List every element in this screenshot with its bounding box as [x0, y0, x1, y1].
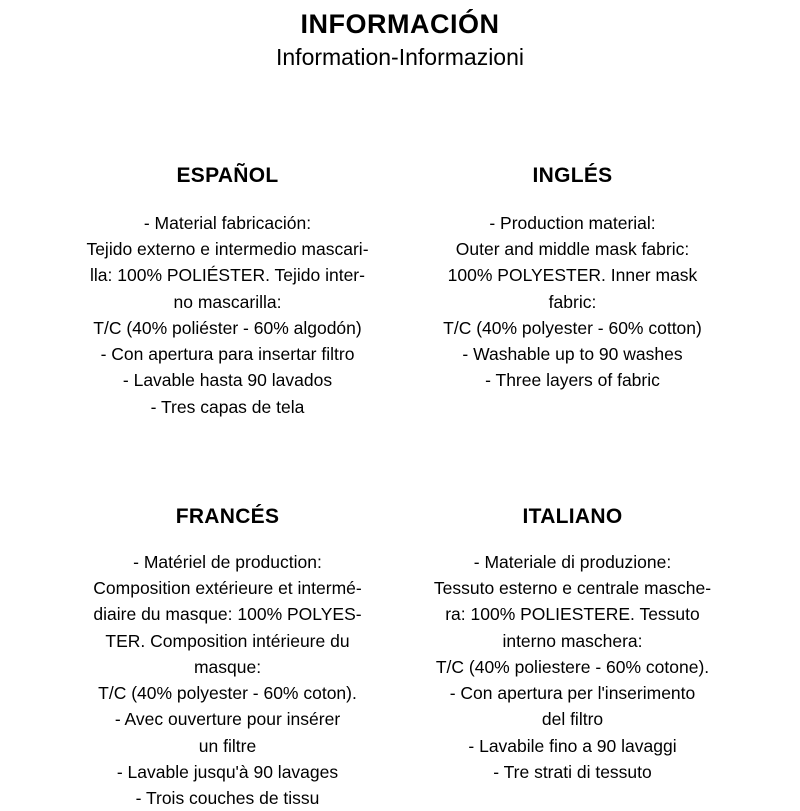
text-line: un filtre: [198, 735, 257, 756]
section-italiano: [400, 505, 745, 811]
text-line: - Three layers of fabric: [485, 370, 660, 391]
section-espanol: [55, 164, 400, 420]
page-title: INFORMACIÓN: [300, 9, 500, 39]
text-line: masque:: [193, 656, 262, 677]
text-line: - Material fabricación:: [143, 212, 312, 233]
text-line: Tessuto esterno e centrale masche-: [433, 578, 712, 599]
section-body-italiano: [416, 549, 729, 785]
text-line: 100% POLYESTER. Inner mask: [447, 265, 698, 286]
page-subtitle: Information-Informazioni: [276, 44, 524, 71]
text-line: - Trois couches de tissu: [135, 788, 320, 809]
text-line: lla: 100% POLIÉSTER. Tejido inter-: [90, 265, 365, 286]
text-line: - Matériel de production:: [133, 551, 322, 572]
section-heading-frances: FRANCÉS: [175, 504, 280, 528]
text-line: T/C (40% polyester - 60% coton).: [98, 683, 357, 704]
text-line: - Con apertura para insertar filtro: [100, 344, 355, 365]
text-line: ra: 100% POLIESTERE. Tessuto: [445, 604, 700, 625]
section-heading-ingles: INGLÉS: [532, 163, 613, 187]
section-ingles: [400, 164, 745, 420]
text-line: - Production material:: [489, 212, 656, 233]
text-line: - Avec ouverture pour insérer: [114, 709, 341, 730]
section-frances: [55, 505, 400, 811]
text-line: - Washable up to 90 washes: [462, 344, 683, 365]
text-line: - Lavable hasta 90 lavados: [122, 370, 333, 391]
text-line: - Tre strati di tessuto: [493, 761, 652, 782]
language-row-bottom: [0, 505, 800, 811]
text-line: diaire du masque: 100% POLYES-: [93, 604, 362, 625]
page-header: [0, 0, 800, 72]
section-body-espanol: [71, 210, 384, 420]
text-line: del filtro: [541, 709, 604, 730]
text-line: Composition extérieure et intermé-: [93, 578, 362, 599]
section-heading-italiano: ITALIANO: [522, 504, 623, 528]
language-row-top: [0, 164, 800, 420]
text-line: - Materiale di produzione:: [473, 551, 672, 572]
text-line: Outer and middle mask fabric:: [455, 239, 690, 260]
text-line: T/C (40% polyester - 60% cotton): [443, 317, 702, 338]
text-line: no mascarilla:: [173, 291, 282, 312]
text-line: - Lavabile fino a 90 lavaggi: [468, 735, 677, 756]
section-body-ingles: [416, 210, 729, 394]
text-line: - Tres capas de tela: [150, 396, 305, 417]
text-line: T/C (40% poliéster - 60% algodón): [93, 317, 362, 338]
text-line: interno maschera:: [502, 630, 643, 651]
text-line: Tejido externo e intermedio mascari-: [86, 239, 369, 260]
section-heading-espanol: ESPAÑOL: [176, 163, 279, 187]
text-line: - Lavable jusqu'à 90 lavages: [116, 761, 339, 782]
text-line: TER. Composition intérieure du: [105, 630, 350, 651]
text-line: fabric:: [548, 291, 597, 312]
section-body-frances: [71, 549, 384, 811]
text-line: T/C (40% poliestere - 60% cotone).: [435, 656, 710, 677]
text-line: - Con apertura per l'inserimento: [449, 683, 696, 704]
